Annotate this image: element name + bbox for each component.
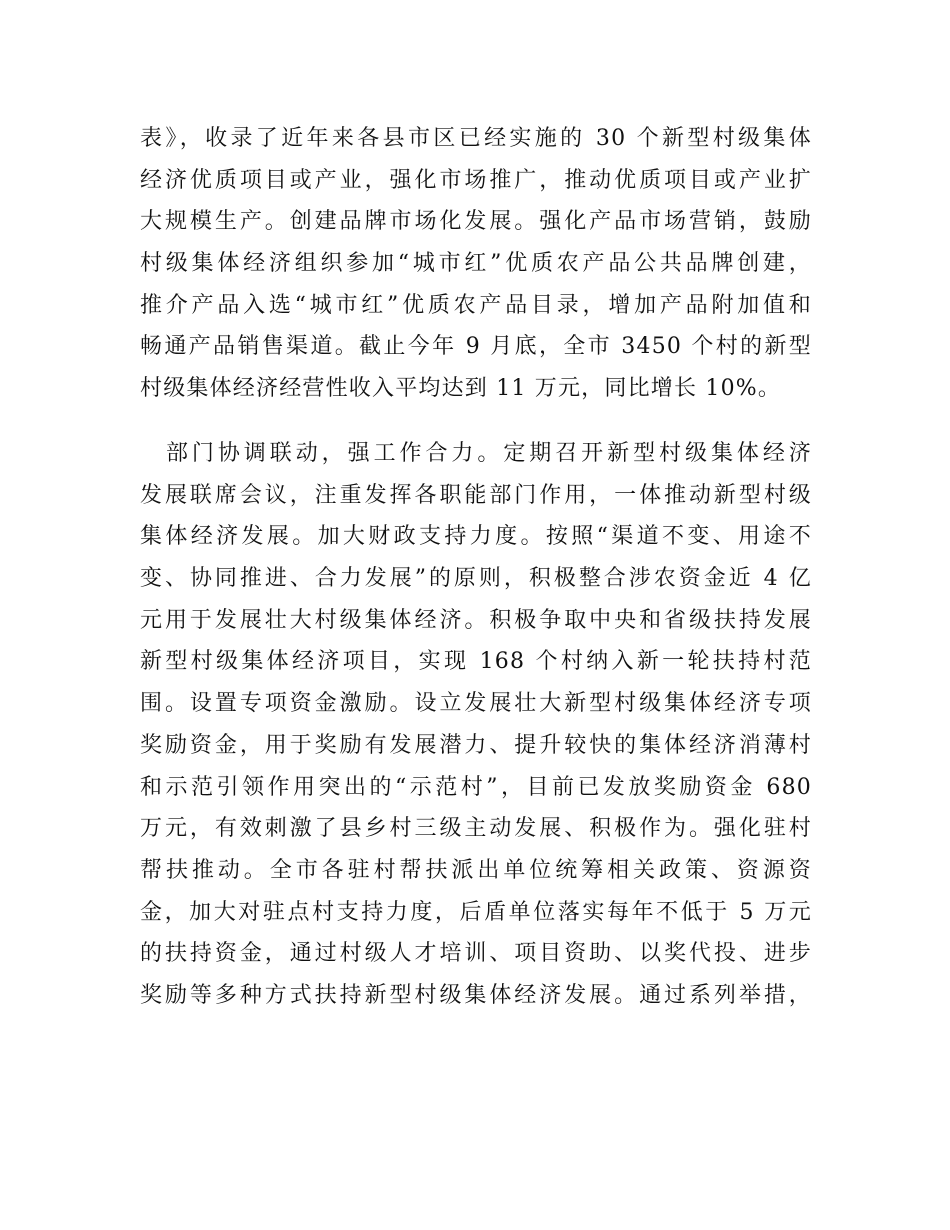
text-line: 推介产品入选“城市红”优质农产品目录，增加产品附加值和 <box>140 292 812 318</box>
text-line: 集体经济发展。加大财政支持力度。按照“渠道不变、用途不 <box>140 524 812 550</box>
text-line: 和示范引领作用突出的“示范村”，目前已发放奖励资金 680 <box>140 774 812 800</box>
text-line: 大规模生产。创建品牌市场化发展。强化产品市场营销，鼓励 <box>140 209 812 235</box>
text-line: 经济优质项目或产业，强化市场推广，推动优质项目或产业扩 <box>140 167 812 193</box>
text-line: 万元，有效刺激了县乡村三级主动发展、积极作为。强化驻村 <box>140 816 812 842</box>
text-line: 发展联席会议，注重发挥各职能部门作用，一体推动新型村级 <box>140 482 812 508</box>
text-line: 变、协同推进、合力发展”的原则，积极整合涉农资金近 4 亿 <box>140 566 812 592</box>
text-line: 帮扶推动。全市各驻村帮扶派出单位统筹相关政策、资源资 <box>140 857 812 883</box>
paragraph-department-coordination <box>140 433 812 1017</box>
text-line: 奖励资金，用于奖励有发展潜力、提升较快的集体经济消薄村 <box>140 732 812 758</box>
text-line: 表》，收录了近年来各县市区已经实施的 30 个新型村级集体 <box>140 126 812 151</box>
paragraph-collective-economy-market <box>140 118 812 410</box>
text-line: 围。设置专项资金激励。设立发展壮大新型村级集体经济专项 <box>140 691 812 717</box>
text-line: 元用于发展壮大村级集体经济。积极争取中央和省级扶持发展 <box>140 607 812 633</box>
text-line: 部门协调联动，强工作合力。定期召开新型村级集体经济 <box>140 441 812 466</box>
text-line: 金，加大对驻点村支持力度，后盾单位落实每年不低于 5 万元 <box>140 899 812 925</box>
text-line: 村级集体经济经营性收入平均达到 11 万元，同比增长 10%。 <box>140 376 782 402</box>
text-line: 村级集体经济组织参加“城市红”优质农产品公共品牌创建， <box>140 251 812 277</box>
text-line: 新型村级集体经济项目，实现 168 个村纳入新一轮扶持村范 <box>140 649 812 675</box>
text-line: 奖励等多种方式扶持新型村级集体经济发展。通过系列举措， <box>140 982 812 1008</box>
text-line: 的扶持资金，通过村级人才培训、项目资助、以奖代投、进步 <box>140 941 812 967</box>
text-line: 畅通产品销售渠道。截止今年 9 月底，全市 3450 个村的新型 <box>140 334 812 360</box>
